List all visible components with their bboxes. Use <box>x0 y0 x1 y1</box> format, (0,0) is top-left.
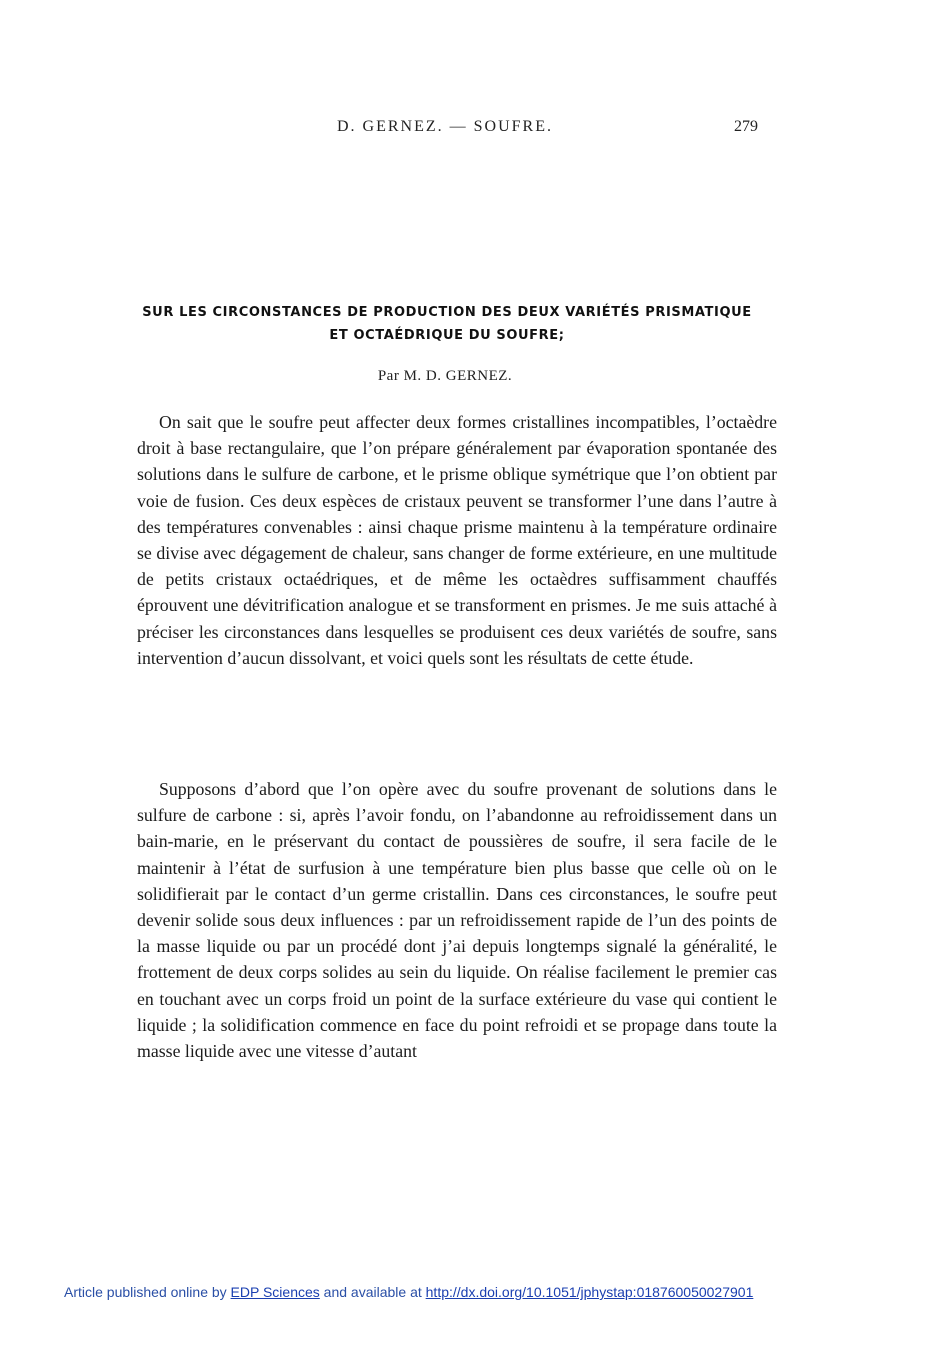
running-header <box>0 118 930 142</box>
author-byline: Par M. D. GERNEZ. <box>377 368 513 384</box>
page-number: 279 <box>734 118 758 135</box>
article-title: SUR LES CIRCONSTANCES DE PRODUCTION DES DEUX VARIÉTÉS PRISMATIQUE ET OCTAÉDRIQUE DU SOUFRE; <box>142 305 752 343</box>
publisher-link[interactable]: EDP Sciences <box>230 1284 320 1300</box>
body-paragraph-1 <box>137 409 777 671</box>
body-paragraph-2 <box>137 776 777 1064</box>
paragraph-text: On sait que le soufre peut affecter deux formes cristallines incompatibles, l’octaèdre droit à base rectangulaire, que l’on prépare généralement par évaporation spontanée des solutions dans le sulfure de carbone, et le prisme oblique symétrique que l’on obtient par voie de fusion. Ces deux espèces de cristaux peuvent se transformer l’une dans l’autre à des températures convenables : ainsi chaque prisme maintenu à la température ordinaire se divise avec dégagement de chaleur, sans changer de forme extérieure, en une multitude de petits cristaux octaédriques, et de même les octaèdres suffisamment chauffés éprouvent une dévitrification analogue et se transforment en prismes. Je me suis attaché à préciser les circonstances dans lesquelles se produisent ces deux variétés de soufre, sans intervention d’aucun dissolvant, et voici quels sont les résultats de cette étude. <box>137 412 777 668</box>
footer-middle: and available at <box>319 1284 426 1300</box>
doi-link[interactable]: http://dx.doi.org/10.1051/jphystap:018760050027901 <box>425 1284 754 1300</box>
publication-footer <box>64 1284 864 1300</box>
footer-prefix: Article published online by <box>64 1284 231 1300</box>
running-title: D. GERNEZ. — SOUFRE. <box>336 118 553 135</box>
paragraph-text: Supposons d’abord que l’on opère avec du soufre provenant de solutions dans le sulfure de carbone : si, après l’avoir fondu, on l’abandonne au refroidissement dans un bain-marie, en le préservant du contact de poussières de soufre, il sera facile de le maintenir à l’état de surfusion à une température bien plus basse que celle où on le solidifierait par le contact d’un germe cristallin. Dans ces circonstances, le soufre peut devenir solide sous deux influences : par un refroidissement rapide de l’un des points de la masse liquide ou par un procédé dont j’ai depuis longtemps signalé la généralité, le frottement de deux corps solides au sein du liquide. On réalise facilement le premier cas en touchant avec un corps froid un point de la surface extérieure du vase qui contient le liquide ; la solidification commence en face du point refroidi et se propage dans toute la masse liquide avec une vitesse d’autant <box>137 779 777 1062</box>
